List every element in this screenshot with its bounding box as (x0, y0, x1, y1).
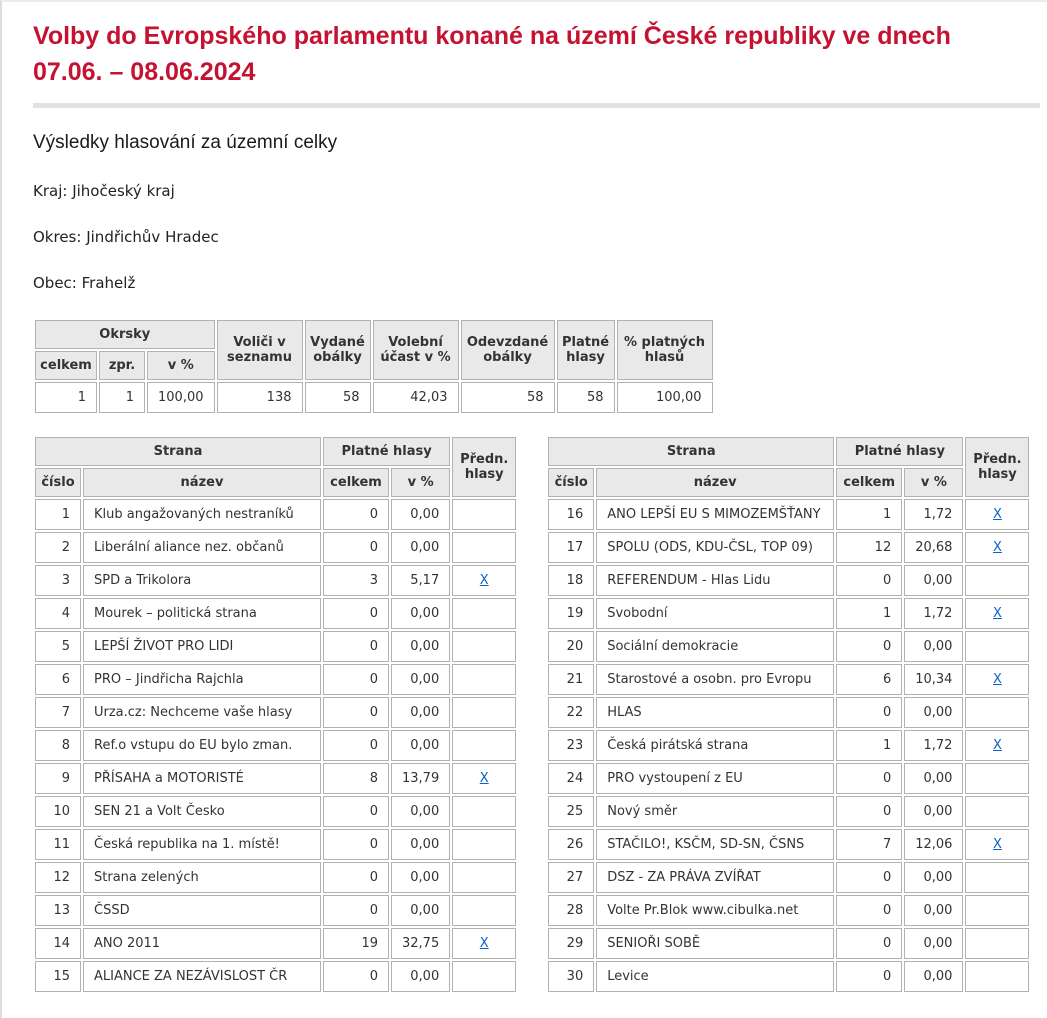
party-row (548, 565, 1029, 596)
header-platne-hlasy-group: Platné hlasy (323, 437, 450, 466)
volebni-ucast-value: 42,03 (373, 382, 459, 413)
party-row (548, 664, 1029, 695)
party-row (35, 895, 516, 926)
party-name: Svobodní (596, 598, 834, 629)
region-okres (33, 228, 1040, 246)
party-votes-percent: 0,00 (391, 631, 450, 662)
region-obec (33, 274, 1040, 292)
summary-table (33, 318, 715, 415)
party-row (35, 697, 516, 728)
header-pct-platnych-hlasu: % platných hlasů (617, 320, 713, 380)
party-number: 29 (548, 928, 594, 959)
party-table-left (33, 435, 518, 994)
party-votes-total: 3 (323, 565, 389, 596)
party-votes-percent: 0,00 (904, 763, 963, 794)
vydane-obalky-value: 58 (305, 382, 371, 413)
party-pref-cell (452, 631, 516, 662)
volici-v-seznamu-value: 138 (217, 382, 303, 413)
party-votes-total: 0 (323, 598, 389, 629)
party-name: PRO – Jindřicha Rajchla (83, 664, 321, 695)
party-votes-percent: 0,00 (904, 565, 963, 596)
party-number: 30 (548, 961, 594, 992)
header-cislo: číslo (35, 468, 81, 497)
party-name: STAČILO!, KSČM, SD-SN, ČSNS (596, 829, 834, 860)
party-votes-percent: 0,00 (391, 532, 450, 563)
party-pref-cell (452, 598, 516, 629)
party-pref-cell (452, 895, 516, 926)
party-number: 26 (548, 829, 594, 860)
title-divider (33, 103, 1040, 108)
party-number: 28 (548, 895, 594, 926)
party-name: Volte Pr.Blok www.cibulka.net (596, 895, 834, 926)
party-number: 4 (35, 598, 81, 629)
party-row (35, 829, 516, 860)
obec-value: Frahelž (81, 274, 136, 292)
preferential-votes-link[interactable]: X (992, 606, 1002, 621)
party-row (35, 598, 516, 629)
party-votes-total: 1 (836, 730, 902, 761)
party-pref-cell (452, 862, 516, 893)
page-title: Volby do Evropského parlamentu konané na území České republiky ve dnech 07.06. – 08.06.2024 (33, 22, 951, 86)
party-number: 19 (548, 598, 594, 629)
party-row (35, 631, 516, 662)
party-number: 15 (35, 961, 81, 992)
party-votes-percent: 0,00 (391, 961, 450, 992)
party-row (548, 862, 1029, 893)
party-number: 24 (548, 763, 594, 794)
header-platne-hlasy: Platné hlasy (557, 320, 615, 380)
party-votes-percent: 0,00 (391, 730, 450, 761)
party-votes-percent: 10,34 (904, 664, 963, 695)
party-votes-percent: 1,72 (904, 598, 963, 629)
party-row (35, 763, 516, 794)
party-votes-total: 0 (323, 862, 389, 893)
party-row (548, 763, 1029, 794)
party-name: HLAS (596, 697, 834, 728)
party-votes-total: 19 (323, 928, 389, 959)
party-votes-percent: 0,00 (391, 664, 450, 695)
party-votes-percent: 12,06 (904, 829, 963, 860)
preferential-votes-link[interactable]: X (992, 507, 1002, 522)
header-predn-hlasy: Předn. hlasy (452, 437, 516, 497)
party-votes-percent: 0,00 (391, 796, 450, 827)
header-okrsky-celkem: celkem (35, 351, 97, 380)
preferential-votes-link[interactable]: X (992, 672, 1002, 687)
party-row (35, 961, 516, 992)
party-name: Levice (596, 961, 834, 992)
party-votes-total: 0 (323, 961, 389, 992)
party-number: 6 (35, 664, 81, 695)
header-nazev: název (83, 468, 321, 497)
party-number: 3 (35, 565, 81, 596)
section-title: Výsledky hlasování za územní celky (33, 132, 338, 153)
kraj-value: Jihočeský kraj (72, 182, 175, 200)
party-pref-cell (965, 730, 1029, 761)
party-votes-percent: 20,68 (904, 532, 963, 563)
preferential-votes-link[interactable]: X (479, 936, 489, 951)
header-v-pct: v % (391, 468, 450, 497)
party-votes-total: 0 (836, 895, 902, 926)
party-name: LEPŠÍ ŽIVOT PRO LIDI (83, 631, 321, 662)
party-row (35, 565, 516, 596)
party-number: 14 (35, 928, 81, 959)
okrsky-celkem-value: 1 (35, 382, 97, 413)
header-platne-hlasy-group: Platné hlasy (836, 437, 963, 466)
okrsky-zpr-value: 1 (99, 382, 145, 413)
party-pref-cell (452, 763, 516, 794)
party-number: 18 (548, 565, 594, 596)
obec-label: Obec: (33, 274, 77, 292)
party-number: 2 (35, 532, 81, 563)
party-number: 1 (35, 499, 81, 530)
party-pref-cell (965, 697, 1029, 728)
party-votes-percent: 0,00 (904, 796, 963, 827)
region-kraj (33, 182, 1040, 200)
header-nazev: název (596, 468, 834, 497)
party-table-left-body (35, 499, 516, 992)
pct-platnych-hlasu-value: 100,00 (617, 382, 713, 413)
party-votes-percent: 0,00 (904, 631, 963, 662)
party-votes-percent: 0,00 (904, 928, 963, 959)
party-votes-percent: 0,00 (904, 961, 963, 992)
party-row (548, 631, 1029, 662)
preferential-votes-link[interactable]: X (479, 771, 489, 786)
party-number: 11 (35, 829, 81, 860)
party-votes-percent: 13,79 (391, 763, 450, 794)
party-pref-cell (452, 796, 516, 827)
party-number: 17 (548, 532, 594, 563)
party-votes-percent: 0,00 (391, 499, 450, 530)
party-number: 25 (548, 796, 594, 827)
party-votes-total: 0 (323, 664, 389, 695)
header-celkem: celkem (323, 468, 389, 497)
party-pref-cell (965, 532, 1029, 563)
okrsky-v-pct-value: 100,00 (147, 382, 215, 413)
party-votes-percent: 5,17 (391, 565, 450, 596)
preferential-votes-link[interactable]: X (479, 573, 489, 588)
party-pref-cell (965, 565, 1029, 596)
party-number: 9 (35, 763, 81, 794)
party-pref-cell (965, 928, 1029, 959)
party-number: 22 (548, 697, 594, 728)
party-votes-total: 0 (836, 631, 902, 662)
party-name: SEN 21 a Volt Česko (83, 796, 321, 827)
party-name: REFERENDUM - Hlas Lidu (596, 565, 834, 596)
party-pref-cell (965, 664, 1029, 695)
party-name: Česká republika na 1. místě! (83, 829, 321, 860)
party-row (548, 598, 1029, 629)
party-votes-total: 0 (323, 499, 389, 530)
kraj-label: Kraj: (33, 182, 68, 200)
platne-hlasy-value: 58 (557, 382, 615, 413)
party-name: ANO LEPŠÍ EU S MIMOZEMŠŤANY (596, 499, 834, 530)
party-votes-total: 0 (323, 532, 389, 563)
odevzdane-obalky-value: 58 (461, 382, 555, 413)
party-row (35, 928, 516, 959)
party-votes-total: 12 (836, 532, 902, 563)
party-votes-percent: 0,00 (904, 862, 963, 893)
party-name: Nový směr (596, 796, 834, 827)
party-pref-cell (965, 631, 1029, 662)
party-name: Liberální aliance nez. občanů (83, 532, 321, 563)
party-tables (33, 435, 1040, 994)
party-votes-percent: 0,00 (391, 697, 450, 728)
header-v-pct: v % (904, 468, 963, 497)
party-votes-total: 7 (836, 829, 902, 860)
party-pref-cell (452, 829, 516, 860)
party-pref-cell (452, 532, 516, 563)
party-pref-cell (965, 895, 1029, 926)
header-okrsky: Okrsky (35, 320, 215, 349)
party-name: SPD a Trikolora (83, 565, 321, 596)
party-pref-cell (452, 697, 516, 728)
party-name: Klub angažovaných nestraníků (83, 499, 321, 530)
party-name: Urza.cz: Nechceme vaše hlasy (83, 697, 321, 728)
party-row (35, 532, 516, 563)
party-votes-total: 0 (836, 763, 902, 794)
party-row (548, 499, 1029, 530)
party-name: PŘÍSAHA a MOTORISTÉ (83, 763, 321, 794)
preferential-votes-link[interactable]: X (992, 837, 1002, 852)
header-celkem: celkem (836, 468, 902, 497)
party-votes-percent: 0,00 (904, 895, 963, 926)
party-votes-percent: 32,75 (391, 928, 450, 959)
party-number: 13 (35, 895, 81, 926)
header-volici-v-seznamu: Voliči v seznamu (217, 320, 303, 380)
party-votes-total: 0 (836, 697, 902, 728)
party-name: SPOLU (ODS, KDU-ČSL, TOP 09) (596, 532, 834, 563)
party-pref-cell (452, 730, 516, 761)
party-pref-cell (965, 961, 1029, 992)
party-votes-total: 0 (836, 961, 902, 992)
party-votes-total: 0 (836, 862, 902, 893)
party-row (548, 895, 1029, 926)
party-pref-cell (452, 565, 516, 596)
party-votes-percent: 0,00 (391, 862, 450, 893)
party-pref-cell (452, 664, 516, 695)
party-votes-total: 6 (836, 664, 902, 695)
party-name: Česká pirátská strana (596, 730, 834, 761)
party-number: 5 (35, 631, 81, 662)
party-row (548, 730, 1029, 761)
header-odevzdane-obalky: Odevzdané obálky (461, 320, 555, 380)
party-number: 16 (548, 499, 594, 530)
party-name: Mourek – politická strana (83, 598, 321, 629)
party-votes-total: 0 (323, 796, 389, 827)
party-votes-total: 0 (836, 796, 902, 827)
party-name: ČSSD (83, 895, 321, 926)
party-pref-cell (965, 796, 1029, 827)
party-votes-percent: 0,00 (391, 829, 450, 860)
party-name: PRO vystoupení z EU (596, 763, 834, 794)
party-pref-cell (965, 763, 1029, 794)
party-number: 8 (35, 730, 81, 761)
header-vydane-obalky: Vydané obálky (305, 320, 371, 380)
party-name: DSZ - ZA PRÁVA ZVÍŘAT (596, 862, 834, 893)
party-row (548, 532, 1029, 563)
party-name: ANO 2011 (83, 928, 321, 959)
party-pref-cell (965, 598, 1029, 629)
party-name: Ref.o vstupu do EU bylo zman. (83, 730, 321, 761)
party-number: 20 (548, 631, 594, 662)
party-name: ALIANCE ZA NEZÁVISLOST ČR (83, 961, 321, 992)
party-number: 21 (548, 664, 594, 695)
header-volebni-ucast: Volební účast v % (373, 320, 459, 380)
party-row (35, 796, 516, 827)
header-okrsky-v-pct: v % (147, 351, 215, 380)
party-row (548, 928, 1029, 959)
party-pref-cell (452, 928, 516, 959)
party-votes-total: 1 (836, 499, 902, 530)
header-okrsky-zpr: zpr. (99, 351, 145, 380)
party-row (35, 862, 516, 893)
party-table-right (546, 435, 1031, 994)
okres-value: Jindřichův Hradec (86, 228, 219, 246)
party-number: 10 (35, 796, 81, 827)
party-name: Sociální demokracie (596, 631, 834, 662)
header-cislo: číslo (548, 468, 594, 497)
header-strana: Strana (548, 437, 834, 466)
party-name: Strana zelených (83, 862, 321, 893)
party-name: SENIOŘI SOBĚ (596, 928, 834, 959)
party-votes-total: 1 (836, 598, 902, 629)
party-votes-total: 0 (836, 565, 902, 596)
party-votes-percent: 0,00 (391, 598, 450, 629)
party-pref-cell (965, 862, 1029, 893)
party-number: 12 (35, 862, 81, 893)
party-votes-total: 8 (323, 763, 389, 794)
party-votes-percent: 0,00 (391, 895, 450, 926)
header-strana: Strana (35, 437, 321, 466)
party-row (35, 664, 516, 695)
party-pref-cell (965, 499, 1029, 530)
header-predn-hlasy: Předn. hlasy (965, 437, 1029, 497)
party-votes-percent: 1,72 (904, 499, 963, 530)
party-row (548, 697, 1029, 728)
party-table-right-body (548, 499, 1029, 992)
party-votes-total: 0 (323, 829, 389, 860)
okres-label: Okres: (33, 228, 82, 246)
party-votes-total: 0 (323, 895, 389, 926)
party-pref-cell (452, 499, 516, 530)
party-number: 23 (548, 730, 594, 761)
party-votes-percent: 1,72 (904, 730, 963, 761)
party-number: 7 (35, 697, 81, 728)
party-votes-total: 0 (323, 730, 389, 761)
party-row (548, 829, 1029, 860)
party-row (548, 796, 1029, 827)
preferential-votes-link[interactable]: X (992, 738, 1002, 753)
party-number: 27 (548, 862, 594, 893)
party-row (35, 499, 516, 530)
summary-row (35, 382, 713, 413)
party-name: Starostové a osobn. pro Evropu (596, 664, 834, 695)
party-votes-total: 0 (323, 697, 389, 728)
party-pref-cell (965, 829, 1029, 860)
party-pref-cell (452, 961, 516, 992)
party-votes-total: 0 (323, 631, 389, 662)
party-row (548, 961, 1029, 992)
preferential-votes-link[interactable]: X (992, 540, 1002, 555)
party-row (35, 730, 516, 761)
party-votes-total: 0 (836, 928, 902, 959)
party-votes-percent: 0,00 (904, 697, 963, 728)
